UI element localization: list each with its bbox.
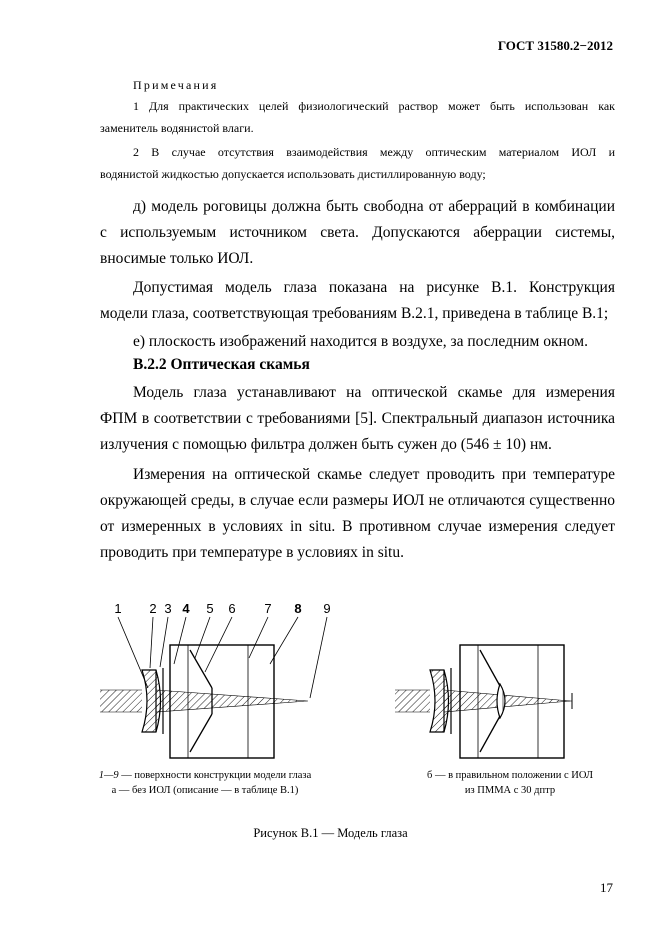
paragraph-measurements-line-1: Измерения на оптической скамье следует проводить при температуре — [133, 466, 615, 483]
caption-b — [370, 768, 650, 798]
note-2 — [100, 141, 615, 185]
paragraph-measurements-line-4: проводить при температуре в условиях in situ. — [100, 544, 404, 561]
note-2-line-1: 2 В случае отсутствия взаимодействия между оптическим материалом ИОЛ и — [133, 145, 615, 159]
label-6: 6 — [228, 601, 236, 616]
beam-incoming-b — [395, 690, 430, 712]
note-1 — [100, 95, 615, 139]
label-2: 2 — [149, 601, 157, 616]
paragraph-e — [100, 329, 615, 355]
label-7: 7 — [264, 601, 272, 616]
note-1-line-2: заменитель водянистой влаги. — [100, 121, 254, 135]
beam-cone-a — [156, 690, 308, 712]
paragraph-d-line-1: д) модель роговицы должна быть свободна от аберраций в комбинации — [133, 198, 615, 215]
caption-a-range: 1—9 — [98, 770, 119, 781]
caption-a-line-1: — поверхности конструкции модели глаза — [118, 770, 312, 781]
caption-a-line-2: а — без ИОЛ (описание — в таблице В.1) — [111, 785, 299, 796]
label-9: 9 — [323, 601, 331, 616]
paragraph-model-line-1: Допустимая модель глаза показана на рисунке В.1. Конструкция — [133, 279, 615, 296]
eye-model-figure — [0, 590, 661, 760]
paragraph-model-line-2: модели глаза, соответствующая требованиям В.2.1, приведена в таблице В.1; — [100, 305, 609, 322]
beam-incoming-a — [100, 690, 142, 712]
iol-lens-b — [497, 684, 505, 718]
cornea-lens-a — [142, 670, 161, 732]
notes-title: Примечания — [133, 78, 219, 92]
label-1: 1 — [114, 601, 122, 616]
cornea-lens-b — [430, 670, 449, 732]
figure-b — [395, 645, 572, 758]
paragraph-model — [100, 275, 615, 327]
caption-a — [60, 768, 350, 798]
label-3: 3 — [164, 601, 172, 616]
note-1-line-1: 1 Для практических целей физиологический раствор может быть использован как — [133, 99, 615, 113]
document-header: ГОСТ 31580.2−2012 — [497, 38, 613, 53]
paragraph-e-line-1: е) плоскость изображений находится в воздухе, за последним окном. — [133, 333, 588, 350]
section-title: В.2.2 Оптическая скамья — [133, 356, 310, 373]
paragraph-d-line-3: вносимые только ИОЛ. — [100, 250, 254, 267]
figure-a — [100, 601, 331, 758]
paragraph-measurements-line-3: от измеренных в условиях in situ. В противном случае измерения следует — [100, 518, 615, 535]
note-2-line-2: водянистой жидкостью допускается использовать дистиллированную воду; — [100, 167, 486, 181]
paragraph-bench — [100, 380, 615, 458]
page-number: 17 — [600, 880, 613, 895]
paragraph-measurements — [100, 462, 615, 566]
paragraph-bench-line-2: ФПМ в соответствии с требованиями [5]. Спектральный диапазон источника — [100, 410, 615, 427]
label-5: 5 — [206, 601, 214, 616]
paragraph-measurements-line-2: окружающей среды, в случае если размеры ИОЛ не отличаются существенно — [100, 492, 615, 509]
figure-title: Рисунок В.1 — Модель глаза — [253, 826, 408, 840]
paragraph-d — [100, 194, 615, 272]
label-8: 8 — [294, 601, 302, 616]
caption-b-line-1: б — в правильном положении с ИОЛ — [426, 770, 594, 781]
caption-b-line-2: из ПММА с 30 дптр — [464, 785, 556, 796]
paragraph-d-line-2: с используемым источником света. Допускаются аберрации системы, — [100, 224, 615, 241]
paragraph-bench-line-3: излучения с помощью фильтра должен быть сужен до (546 ± 10) нм. — [100, 436, 552, 453]
label-4: 4 — [182, 601, 190, 616]
paragraph-bench-line-1: Модель глаза устанавливают на оптической скамье для измерения — [133, 384, 615, 401]
beam-cone-b — [444, 690, 570, 712]
